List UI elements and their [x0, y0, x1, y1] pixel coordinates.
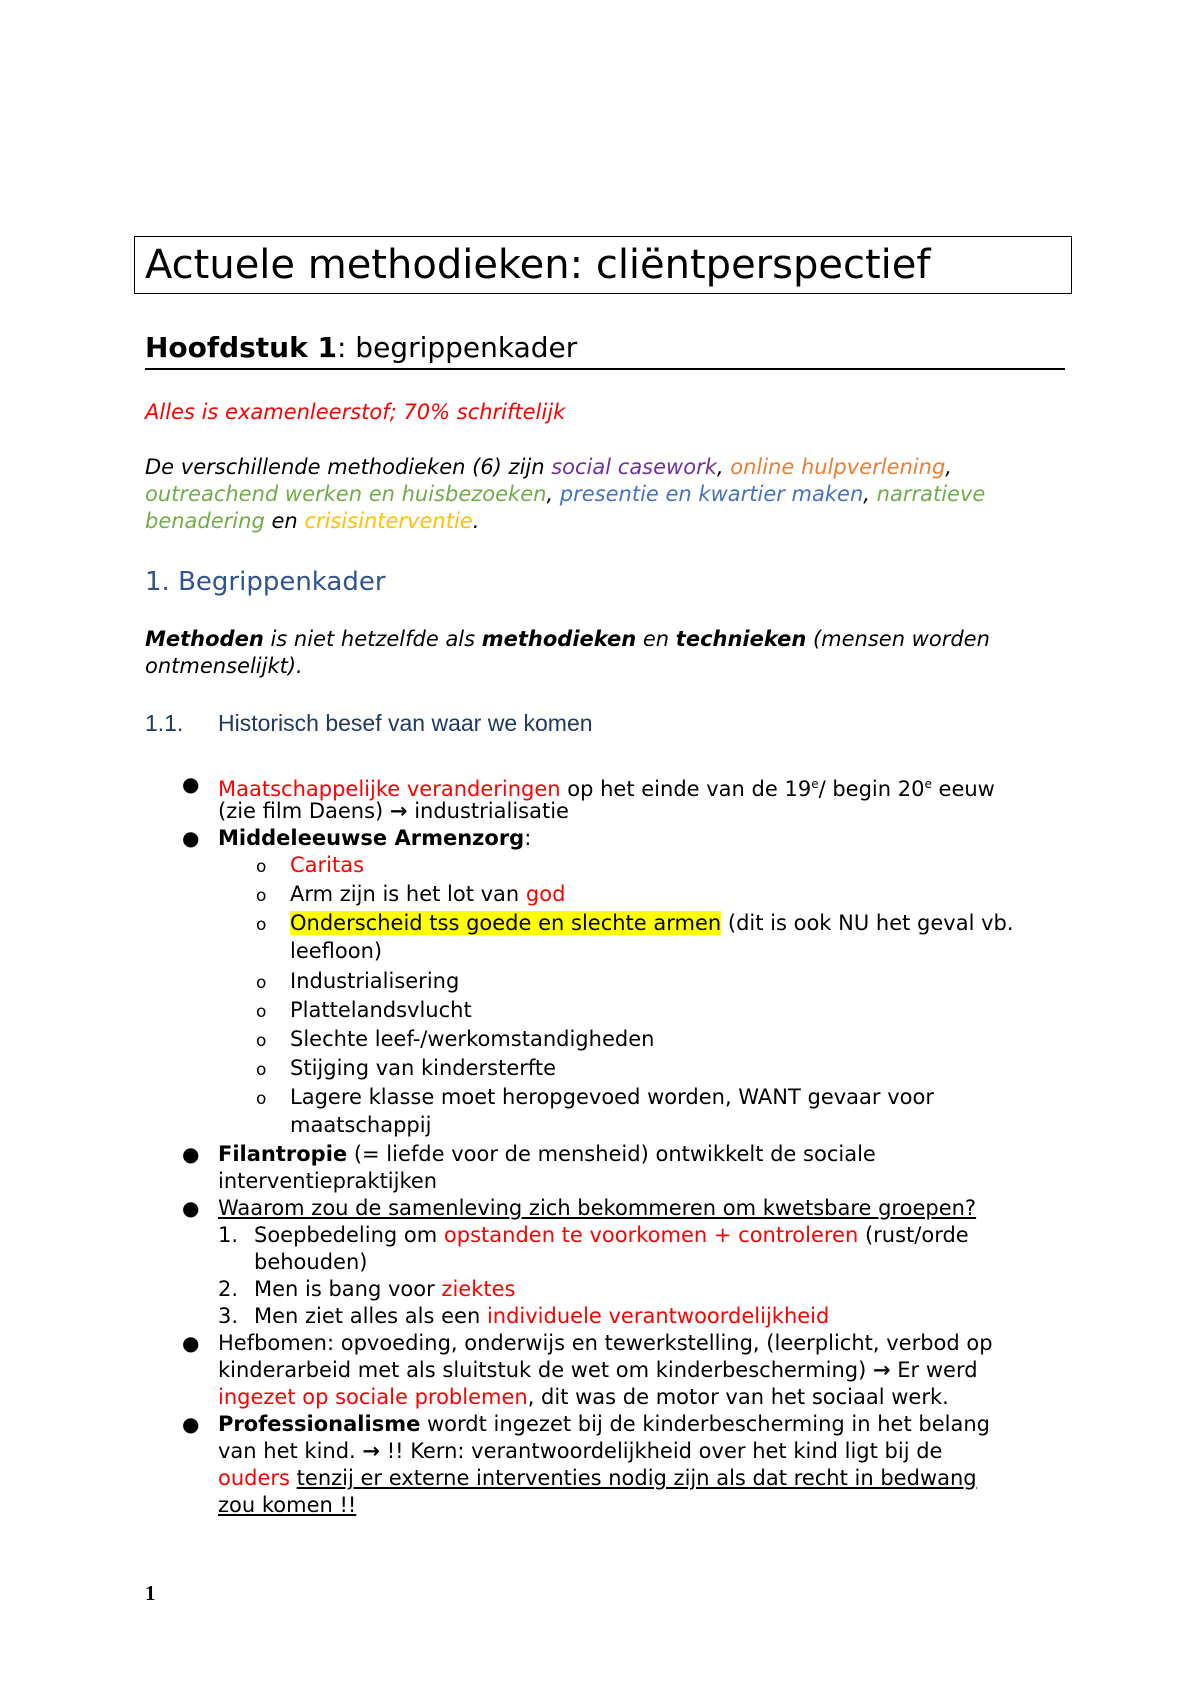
superscript: e: [924, 777, 932, 791]
chapter-heading-bold: Hoofdstuk 1: [145, 331, 337, 364]
list-item-text: industrialisatie: [407, 799, 569, 823]
term-technieken: technieken: [675, 627, 807, 651]
numbered-item: [254, 1222, 1084, 1249]
list-item-continuation: [218, 798, 1098, 825]
list-item-continuation: [218, 1438, 1098, 1465]
list-item: [218, 825, 1098, 852]
methods-text: en: [636, 627, 676, 651]
list-item-text: Er werd: [890, 1358, 978, 1382]
methods-text: is niet hetzelfde als: [263, 627, 482, 651]
list-item-red: ingezet op sociale problemen: [218, 1385, 528, 1409]
sub-list-item: [290, 881, 1170, 908]
bullet-icon: ●: [182, 1142, 200, 1166]
list-item-text: [290, 1466, 297, 1490]
list-item-text: , dit was de motor van het sociaal werk.: [527, 1385, 949, 1409]
list-item-red: Maatschappelijke veranderingen: [218, 777, 561, 801]
sub-list-item-continuation: leefloon): [290, 939, 383, 963]
list-item-text: Arm zijn is het lot van: [290, 882, 526, 906]
list-item-text: kinderarbeid met als sluitstuk de wet om kinderbescherming): [218, 1358, 873, 1382]
intro-sep: ,: [945, 455, 952, 479]
intro-sep: ,: [546, 482, 560, 506]
highlighted-text: Onderscheid tss goede en slechte armen: [290, 911, 722, 935]
sub-bullet-icon: o: [256, 886, 267, 906]
bullet-icon: ●: [182, 1331, 200, 1355]
list-item-text: wordt ingezet bij de kinderbescherming in het belang: [420, 1412, 990, 1436]
number-label: 2.: [218, 1277, 239, 1301]
intro-text: De verschillende methodieken (6) zijn: [145, 455, 552, 479]
list-item-continuation: zou komen !!: [218, 1493, 357, 1517]
list-item-text: van het kind.: [218, 1439, 363, 1463]
list-item-bold: Filantropie: [218, 1142, 348, 1166]
list-item-red: individuele verantwoordelijkheid: [486, 1304, 830, 1328]
number-label: 1.: [218, 1223, 239, 1247]
intro-paragraph: [145, 454, 1075, 535]
methods-text: (mensen worden ontmenselijkt).: [145, 627, 990, 678]
list-item-red: ziektes: [441, 1277, 516, 1301]
sub-list-item: Caritas: [290, 853, 365, 877]
sub-bullet-icon: o: [256, 1089, 267, 1109]
list-item-text: (rust/orde: [858, 1223, 969, 1247]
list-item-continuation: [218, 1357, 1098, 1384]
list-item-text: Men is bang voor: [254, 1277, 442, 1301]
list-item: Waarom zou de samenleving zich bekommeren om kwetsbare groepen?: [218, 1196, 977, 1220]
term-methodieken: methodieken: [481, 627, 637, 651]
method-narratieve-benadering: narratieve benadering: [145, 482, 986, 533]
bullet-icon: ●: [182, 826, 200, 850]
sub-bullet-icon: o: [256, 1002, 267, 1022]
superscript: e: [811, 777, 819, 791]
list-item-text: (= liefde voor de mensheid) ontwikkelt de sociale: [347, 1142, 876, 1166]
number-label: 3.: [218, 1304, 239, 1328]
sub-list-item: Plattelandsvlucht: [290, 998, 472, 1022]
sub-list-item: Stijging van kindersterfte: [290, 1056, 557, 1080]
arrow-right-icon: →: [389, 799, 408, 823]
numbered-item: [254, 1303, 1134, 1330]
list-item-text: Soepbedeling om: [254, 1223, 444, 1247]
list-item-text: (zie film Daens): [218, 799, 390, 823]
list-item-text: Men ziet alles als een: [254, 1304, 487, 1328]
section-heading-1: 1. Begrippenkader: [145, 567, 386, 597]
method-social-casework: social casework: [551, 455, 717, 479]
list-item-continuation: [218, 1384, 1098, 1411]
sub-bullet-icon: o: [256, 1031, 267, 1051]
list-item-bold: Professionalisme: [218, 1412, 421, 1436]
list-item-continuation: interventiepraktijken: [218, 1169, 438, 1193]
section-title: Historisch besef van waar we komen: [218, 710, 593, 736]
sub-list-item: Slechte leef-/werkomstandigheden: [290, 1027, 655, 1051]
list-item-red: god: [525, 882, 566, 906]
intro-end: .: [472, 509, 480, 533]
list-item-red: ouders: [218, 1466, 290, 1490]
arrow-right-icon: →: [873, 1358, 891, 1382]
list-item-text: / begin 20: [818, 777, 925, 801]
exam-note: Alles is examenleerstof; 70% schriftelijk: [145, 400, 566, 424]
chapter-heading-rest: : begrippenkader: [336, 331, 578, 364]
list-item-text: op het einde van de 19: [560, 777, 812, 801]
sub-bullet-icon: o: [256, 915, 267, 935]
sub-list-item: Lagere klasse moet heropgevoed worden, WANT gevaar voor: [290, 1085, 934, 1109]
underlined-text: tenzij er externe interventies nodig zijn als dat recht in bedwang: [296, 1466, 977, 1490]
intro-sep: ,: [716, 455, 731, 479]
sub-bullet-icon: o: [256, 857, 267, 877]
term-methoden: Methoden: [145, 627, 264, 651]
list-item-text: !! Kern: verantwoordelijkheid over het kind ligt bij de: [380, 1439, 943, 1463]
methods-paragraph: [145, 626, 1075, 680]
sub-bullet-icon: o: [256, 1060, 267, 1080]
arrow-right-icon: →: [362, 1439, 381, 1463]
intro-sep: ,: [863, 482, 877, 506]
chapter-heading: [145, 328, 1065, 370]
section-heading-1-1: [145, 708, 593, 738]
intro-sep: en: [264, 509, 305, 533]
method-presentie: presentie en kwartier maken: [559, 482, 864, 506]
list-item: Hefbomen: opvoeding, onderwijs en tewerkstelling, (leerplicht, verbod op: [218, 1331, 993, 1355]
bullet-icon: ●: [182, 1412, 200, 1436]
list-item: [218, 1141, 1098, 1168]
page-number: 1: [145, 1581, 156, 1605]
method-crisisinterventie: crisisinterventie: [304, 509, 473, 533]
list-item: [218, 1411, 1098, 1438]
numbered-item-continuation: behouden): [254, 1250, 368, 1274]
sub-list-item: [290, 910, 1090, 937]
section-number: 1.1.: [145, 710, 184, 736]
numbered-item: [254, 1276, 1134, 1303]
list-item-text: eeuw: [931, 777, 995, 801]
bullet-icon: ●: [182, 772, 200, 796]
sub-list-item-continuation: maatschappij: [290, 1113, 432, 1137]
sub-list-item: Industrialisering: [290, 969, 460, 993]
list-item-red: opstanden te voorkomen + controleren: [443, 1223, 859, 1247]
list-item-text: (dit is ook NU het geval vb.: [721, 911, 1014, 935]
method-online-hulpverlening: online hulpverlening: [730, 455, 946, 479]
sub-bullet-icon: o: [256, 973, 267, 993]
document-title: Actuele methodieken: cliëntperspectief: [134, 236, 1072, 294]
method-outreachend-werken: outreachend werken en huisbezoeken: [145, 482, 547, 506]
list-item-bold: Middeleeuwse Armenzorg: [218, 826, 525, 850]
list-item-continuation: [218, 1465, 1098, 1492]
bullet-icon: ●: [182, 1196, 200, 1220]
list-item-text: :: [524, 826, 532, 850]
